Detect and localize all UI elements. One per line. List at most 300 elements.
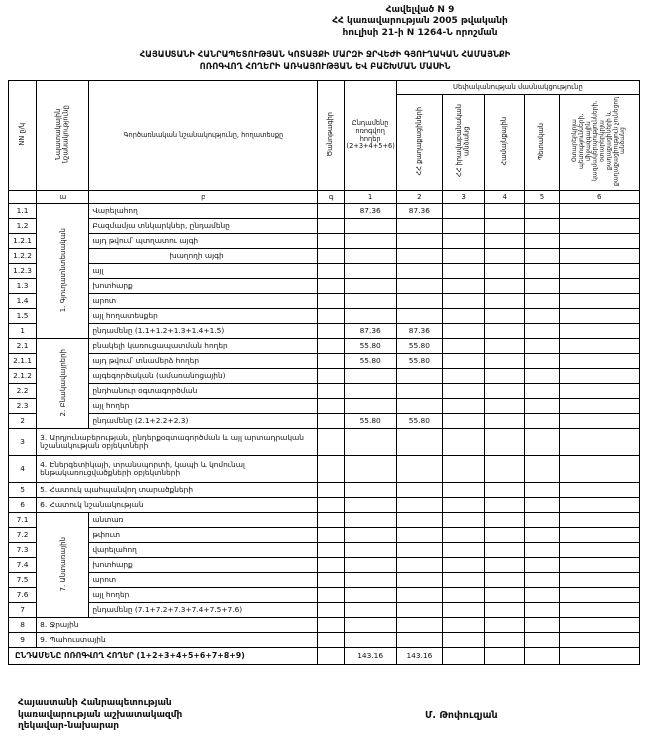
value-cell — [443, 543, 485, 558]
note-cell — [318, 513, 344, 528]
row-number-cell: 7.3 — [9, 543, 37, 558]
value-cell — [396, 513, 442, 528]
value-cell — [396, 234, 442, 249]
table-row — [9, 339, 640, 354]
land-type-cell: անտառ — [89, 513, 318, 528]
value-cell — [485, 588, 525, 603]
land-type-cell: 4. Էներգետիկայի, տրանսպորտի, կապի և կոմունալ ենթակառուցվածքների օբյեկտների — [37, 456, 318, 483]
value-cell — [396, 369, 442, 384]
index-cell: գ — [318, 191, 344, 204]
value-cell: 143.16 — [396, 648, 442, 665]
appendix-line: հուլիսի 21-ի N 1264-Ն որոշման — [342, 27, 498, 38]
value-cell — [344, 369, 396, 384]
header-row-top — [9, 81, 640, 95]
value-cell — [525, 369, 559, 384]
footer-org-line: Հայաստանի Հանրապետության — [18, 698, 172, 708]
value-cell — [525, 573, 559, 588]
note-cell — [318, 249, 344, 264]
value-cell — [396, 219, 442, 234]
value-cell — [396, 603, 442, 618]
note-cell — [318, 498, 344, 513]
purpose-group-label: 2. Բնակավայրերի — [58, 348, 67, 417]
value-cell — [443, 384, 485, 399]
value-cell — [559, 513, 639, 528]
value-cell — [344, 633, 396, 648]
row-number-cell: 1.2 — [9, 219, 37, 234]
col-header-nn-label: NN ը/կ — [17, 122, 26, 146]
value-cell — [443, 279, 485, 294]
value-cell — [344, 558, 396, 573]
row-number-cell: 2.2 — [9, 384, 37, 399]
value-cell — [485, 543, 525, 558]
value-cell — [525, 483, 559, 498]
value-cell — [525, 513, 559, 528]
value-cell — [344, 399, 396, 414]
value-cell — [396, 633, 442, 648]
land-table — [8, 80, 640, 665]
footer-org-line: ղեկավար-նախարար — [18, 721, 120, 732]
value-cell — [485, 429, 525, 456]
table-row — [9, 249, 640, 264]
col-header-purpose-label: Նպատակային նշանակությունը — [54, 105, 70, 164]
table-row — [9, 456, 640, 483]
table-row — [9, 324, 640, 339]
value-cell — [344, 513, 396, 528]
row-number-cell: 9 — [9, 633, 37, 648]
row-number-cell: 1.2.1 — [9, 234, 37, 249]
value-cell — [443, 513, 485, 528]
value-cell — [485, 339, 525, 354]
table-row — [9, 429, 640, 456]
value-cell — [485, 528, 525, 543]
value-cell — [559, 498, 639, 513]
table-row — [9, 384, 640, 399]
signature-name: Մ. Թոփուզյան — [425, 710, 498, 721]
table-row — [9, 588, 640, 603]
value-cell — [559, 339, 639, 354]
row-number-cell: 4 — [9, 456, 37, 483]
footer-org — [18, 698, 182, 733]
note-cell — [318, 543, 344, 558]
value-cell — [396, 558, 442, 573]
value-cell — [485, 279, 525, 294]
owner-citizens-label: ՀՀ քաղաքացիների — [414, 106, 423, 176]
row-number-cell: 2.3 — [9, 399, 37, 414]
purpose-group-cell — [37, 513, 89, 618]
value-cell: 87.36 — [396, 204, 442, 219]
value-cell — [559, 588, 639, 603]
value-cell — [525, 324, 559, 339]
value-cell — [396, 294, 442, 309]
row-number-cell: 1.2.2 — [9, 249, 37, 264]
value-cell — [396, 429, 442, 456]
index-cell: բ — [89, 191, 318, 204]
row-number-cell: 5 — [9, 483, 37, 498]
value-cell — [485, 354, 525, 369]
value-cell — [443, 456, 485, 483]
value-cell — [485, 456, 525, 483]
col-header-functional: Գործառնական նշանակությունը, հողատեսքը — [89, 81, 318, 191]
value-cell — [443, 294, 485, 309]
value-cell — [443, 633, 485, 648]
table-row — [9, 369, 640, 384]
value-cell — [344, 498, 396, 513]
land-type-cell: բնակելի կառուցապատման հողեր — [89, 339, 318, 354]
value-cell — [396, 543, 442, 558]
value-cell — [525, 618, 559, 633]
table-row — [9, 204, 640, 219]
value-cell — [525, 399, 559, 414]
table-row — [9, 219, 640, 234]
owner-foreign-label: Օտարերկրյա պետությունների, միջազգային կազմակերպությունների, օտարերկրյա քաղաքացիների և քաղաքացիություն չունեցող անձանց — [570, 96, 626, 186]
value-cell — [344, 588, 396, 603]
col-header-owner-state — [525, 95, 559, 191]
value-cell — [344, 249, 396, 264]
col-header-nn — [9, 81, 37, 191]
table-row — [9, 648, 640, 665]
table-row — [9, 528, 640, 543]
land-type-cell: վարելահող — [89, 543, 318, 558]
value-cell — [396, 573, 442, 588]
value-cell — [485, 648, 525, 665]
value-cell — [485, 573, 525, 588]
value-cell — [443, 309, 485, 324]
value-cell — [559, 603, 639, 618]
value-cell — [559, 309, 639, 324]
land-type-cell: այդ թվում՝ տնամերձ հողեր — [89, 354, 318, 369]
note-cell — [318, 603, 344, 618]
note-cell — [318, 294, 344, 309]
value-cell — [525, 249, 559, 264]
value-cell — [525, 264, 559, 279]
table-row — [9, 264, 640, 279]
note-cell — [318, 399, 344, 414]
index-cell: 6 — [559, 191, 639, 204]
table-row — [9, 618, 640, 633]
value-cell — [443, 324, 485, 339]
col-header-owner-community — [485, 95, 525, 191]
value-cell — [443, 483, 485, 498]
appendix-line: ՀՀ կառավարության 2005 թվականի — [332, 16, 508, 27]
value-cell — [525, 456, 559, 483]
value-cell — [396, 528, 442, 543]
table-row — [9, 633, 640, 648]
value-cell — [396, 399, 442, 414]
note-cell — [318, 483, 344, 498]
value-cell — [344, 618, 396, 633]
table-row — [9, 399, 640, 414]
land-type-cell: արոտ — [89, 294, 318, 309]
grand-total-label-cell: ԸՆԴԱՄԵՆԸ ՈՌՈԳՎՈՂ ՀՈՂԵՐ (1+2+3+4+5+6+7+8+9) — [9, 648, 318, 665]
purpose-group-label: 1. Գյուղատնտեսական — [58, 227, 67, 313]
value-cell — [443, 264, 485, 279]
value-cell — [525, 339, 559, 354]
row-number-cell: 7.4 — [9, 558, 37, 573]
note-cell — [318, 264, 344, 279]
land-type-cell: այլ հողեր — [89, 588, 318, 603]
value-cell — [485, 618, 525, 633]
value-cell — [443, 219, 485, 234]
value-cell — [344, 264, 396, 279]
value-cell — [525, 204, 559, 219]
note-cell — [318, 339, 344, 354]
note-cell — [318, 354, 344, 369]
value-cell — [443, 354, 485, 369]
value-cell — [525, 498, 559, 513]
row-number-cell: 8 — [9, 618, 37, 633]
table-row — [9, 234, 640, 249]
table-row — [9, 573, 640, 588]
value-cell — [485, 324, 525, 339]
value-cell — [525, 234, 559, 249]
index-cell: 2 — [396, 191, 442, 204]
row-number-cell: 1.4 — [9, 294, 37, 309]
col-header-owner-legal-entities — [443, 95, 485, 191]
row-number-cell: 2.1 — [9, 339, 37, 354]
value-cell — [443, 603, 485, 618]
value-cell — [485, 264, 525, 279]
value-cell — [344, 384, 396, 399]
value-cell: 87.36 — [344, 204, 396, 219]
col-header-note — [318, 81, 344, 191]
note-cell — [318, 618, 344, 633]
value-cell — [559, 264, 639, 279]
value-cell — [396, 618, 442, 633]
value-cell — [559, 429, 639, 456]
value-cell — [485, 369, 525, 384]
value-cell — [525, 414, 559, 429]
value-cell — [344, 294, 396, 309]
value-cell — [525, 558, 559, 573]
row-number-cell: 1.5 — [9, 309, 37, 324]
value-cell: 55.80 — [344, 339, 396, 354]
value-cell — [344, 456, 396, 483]
document-title-line: ՀԱՅԱՍՏԱՆԻ ՀԱՆՐԱՊԵՏՈՒԹՅԱՆ ԿՈՏԱՅՔԻ ՄԱՐԶԻ ՋՐՎԵԺԻ ԳՅՈՒՂԱԿԱՆ ՀԱՄԱՅՆՔԻ — [139, 49, 511, 59]
value-cell — [525, 309, 559, 324]
value-cell — [559, 234, 639, 249]
value-cell — [396, 279, 442, 294]
value-cell — [396, 483, 442, 498]
index-cell-empty — [9, 191, 37, 204]
note-cell — [318, 414, 344, 429]
value-cell — [485, 483, 525, 498]
value-cell — [396, 456, 442, 483]
land-type-cell: 3. Արդյունաբերության, ընդերքօգտագործման և այլ արտադրական նշանակության օբյեկտների — [37, 429, 318, 456]
row-number-cell: 6 — [9, 498, 37, 513]
value-cell — [525, 588, 559, 603]
land-type-cell: այլ — [89, 264, 318, 279]
purpose-group-label: 7. Անտառային — [58, 536, 67, 592]
value-cell — [559, 354, 639, 369]
value-cell — [396, 384, 442, 399]
value-cell — [344, 528, 396, 543]
value-cell — [443, 399, 485, 414]
value-cell — [485, 219, 525, 234]
index-cell: 3 — [443, 191, 485, 204]
col-header-owner-foreign — [559, 95, 639, 191]
value-cell — [485, 234, 525, 249]
table-row — [9, 603, 640, 618]
value-cell — [559, 414, 639, 429]
note-cell — [318, 528, 344, 543]
table-row — [9, 279, 640, 294]
land-type-cell: այգեգործական (ամառանոցային) — [89, 369, 318, 384]
value-cell — [485, 309, 525, 324]
value-cell — [443, 573, 485, 588]
value-cell — [443, 558, 485, 573]
purpose-group-cell — [37, 204, 89, 339]
value-cell — [396, 309, 442, 324]
table-row — [9, 309, 640, 324]
value-cell — [443, 588, 485, 603]
document-title — [0, 48, 650, 72]
row-number-cell: 1.3 — [9, 279, 37, 294]
value-cell — [559, 456, 639, 483]
note-cell — [318, 456, 344, 483]
note-cell — [318, 633, 344, 648]
value-cell: 55.80 — [396, 414, 442, 429]
value-cell — [396, 588, 442, 603]
row-number-cell: 7 — [9, 603, 37, 618]
note-cell — [318, 369, 344, 384]
row-number-cell: 1.1 — [9, 204, 37, 219]
value-cell — [485, 204, 525, 219]
value-cell — [525, 279, 559, 294]
land-type-cell: 5. Հատուկ պահպանվող տարածքների — [37, 483, 318, 498]
value-cell — [344, 543, 396, 558]
note-cell — [318, 219, 344, 234]
note-cell — [318, 204, 344, 219]
land-type-cell: այլ հողեր — [89, 399, 318, 414]
land-type-cell: արոտ — [89, 573, 318, 588]
owner-state-label: Պետական — [537, 122, 546, 160]
value-cell: 143.16 — [344, 648, 396, 665]
ownership-group-header: Սեփականության մասնակցությունը — [396, 81, 639, 95]
value-cell — [443, 339, 485, 354]
value-cell — [559, 573, 639, 588]
value-cell — [559, 618, 639, 633]
row-number-cell: 7.1 — [9, 513, 37, 528]
land-type-cell: Բազմամյա տնկարկներ, ընդամենը — [89, 219, 318, 234]
document-title-line: ՈՌՈԳՎՈՂ ՀՈՂԵՐԻ ԱՌԿԱՅՈՒԹՅԱՆ ԵՎ ԲԱՇԽՄԱՆ ՄԱՍԻՆ — [199, 61, 451, 72]
value-cell — [443, 369, 485, 384]
index-cell: 1 — [344, 191, 396, 204]
col-header-note-label: Ծանոթագիր — [326, 111, 335, 157]
note-cell — [318, 279, 344, 294]
land-type-cell: ընդամենը (2.1+2.2+2.3) — [89, 414, 318, 429]
value-cell — [443, 249, 485, 264]
row-number-cell: 2.1.2 — [9, 369, 37, 384]
value-cell — [485, 633, 525, 648]
note-cell — [318, 429, 344, 456]
note-cell — [318, 309, 344, 324]
note-cell — [318, 384, 344, 399]
table-row — [9, 558, 640, 573]
note-cell — [318, 558, 344, 573]
col-header-total: Ընդամենը ոռոգվող հողեր (2+3+4+5+6) — [344, 81, 396, 191]
value-cell — [443, 648, 485, 665]
value-cell — [525, 648, 559, 665]
purpose-group-cell — [37, 339, 89, 429]
value-cell — [344, 309, 396, 324]
row-number-cell: 7.5 — [9, 573, 37, 588]
value-cell — [525, 633, 559, 648]
index-cell: 4 — [485, 191, 525, 204]
value-cell — [443, 414, 485, 429]
value-cell — [344, 573, 396, 588]
value-cell — [559, 279, 639, 294]
value-cell — [443, 498, 485, 513]
land-type-cell: 9. Պահուստային — [37, 633, 318, 648]
owner-community-label: Համայնքային — [499, 116, 508, 166]
index-cell: ա — [37, 191, 89, 204]
table-row — [9, 498, 640, 513]
value-cell — [559, 204, 639, 219]
note-cell — [318, 573, 344, 588]
value-cell — [443, 429, 485, 456]
value-cell — [396, 498, 442, 513]
value-cell — [525, 528, 559, 543]
value-cell — [344, 219, 396, 234]
value-cell — [485, 558, 525, 573]
value-cell — [559, 219, 639, 234]
row-number-cell: 7.2 — [9, 528, 37, 543]
value-cell — [525, 429, 559, 456]
value-cell — [559, 369, 639, 384]
table-row — [9, 414, 640, 429]
land-type-cell: Վարելահող — [89, 204, 318, 219]
value-cell — [443, 528, 485, 543]
value-cell: 55.80 — [344, 414, 396, 429]
land-type-cell: 6. Հատուկ նշանակության — [37, 498, 318, 513]
row-number-cell: 1 — [9, 324, 37, 339]
value-cell — [344, 429, 396, 456]
index-cell: 5 — [525, 191, 559, 204]
col-header-purpose — [37, 81, 89, 191]
row-number-cell: 3 — [9, 429, 37, 456]
table-row — [9, 543, 640, 558]
value-cell — [559, 249, 639, 264]
value-cell — [485, 384, 525, 399]
value-cell — [344, 483, 396, 498]
appendix-line: Հավելված N 9 — [385, 5, 455, 15]
value-cell: 87.36 — [344, 324, 396, 339]
value-cell — [344, 603, 396, 618]
value-cell — [443, 618, 485, 633]
footer-org-line: կառավարության աշխատակազմի — [18, 709, 183, 720]
value-cell — [559, 399, 639, 414]
appendix-block — [295, 5, 545, 39]
value-cell — [396, 264, 442, 279]
value-cell: 55.80 — [344, 354, 396, 369]
value-cell — [559, 543, 639, 558]
value-cell: 87.36 — [396, 324, 442, 339]
land-type-cell: խոտհարք — [89, 279, 318, 294]
value-cell — [559, 294, 639, 309]
row-number-cell: 7.6 — [9, 588, 37, 603]
row-number-cell: 1.2.3 — [9, 264, 37, 279]
value-cell — [485, 498, 525, 513]
value-cell — [559, 528, 639, 543]
value-cell — [559, 558, 639, 573]
value-cell — [485, 414, 525, 429]
land-type-cell: խաղողի այգի — [89, 249, 318, 264]
value-cell — [559, 324, 639, 339]
table-body — [9, 204, 640, 665]
land-type-cell: այդ թվում՝ պտղատու այգի — [89, 234, 318, 249]
note-cell — [318, 234, 344, 249]
value-cell: 55.80 — [396, 354, 442, 369]
